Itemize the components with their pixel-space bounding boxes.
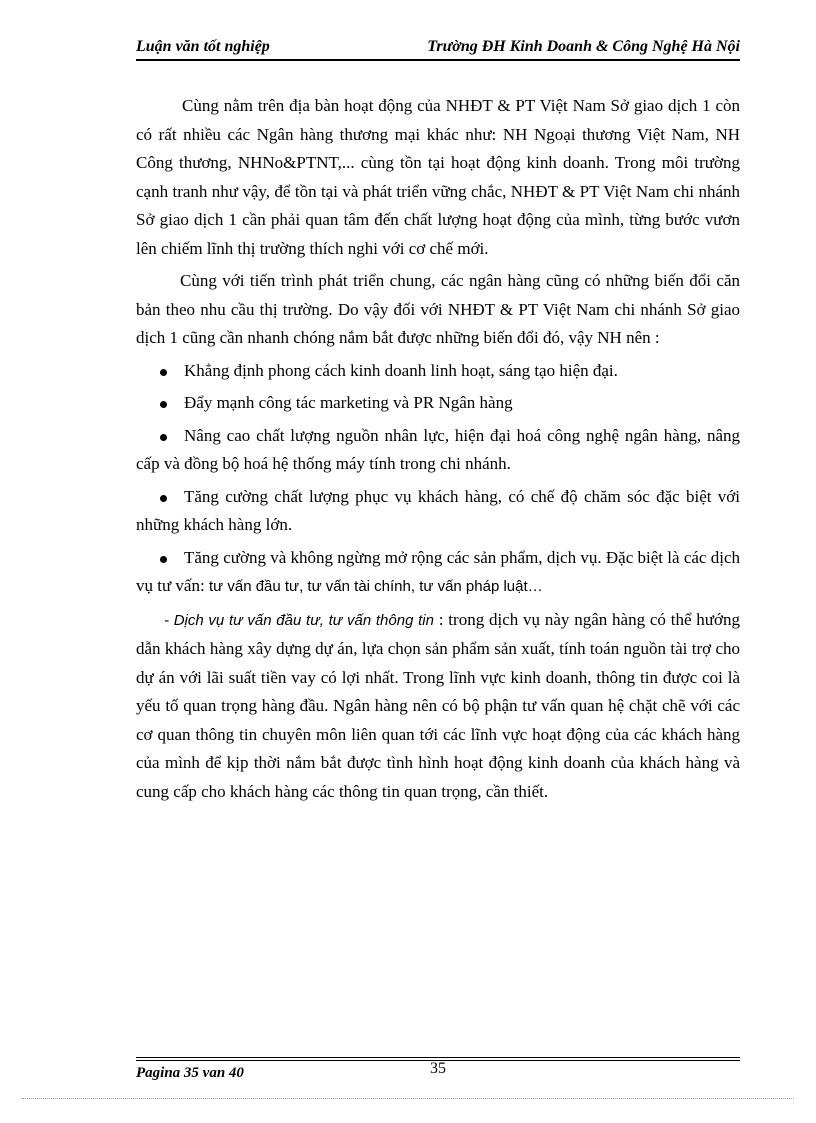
header-thesis-title: Luận văn tốt nghiệp bbox=[136, 38, 270, 55]
bullet-icon bbox=[160, 434, 167, 441]
bullet-item-text: Khẳng định phong cách kinh doanh linh hoạt, sáng tạo hiện đại. bbox=[184, 360, 618, 380]
paragraph-market-changes: Cùng với tiến trình phát triển chung, các ngân hàng cũng có những biến đổi căn bản theo nhu cầu thị trường. Do vậy đối với NHĐT & PT Việt Nam chi nhánh Sở giao dịch 1 cũng cần nhanh chóng nắm bắt được những biến đổi đó, vậy NH nên : bbox=[136, 271, 740, 347]
bullet-item bbox=[136, 544, 740, 602]
bullet-item bbox=[136, 483, 740, 540]
bullet-item bbox=[136, 357, 740, 386]
header-rule bbox=[136, 59, 740, 61]
page-number: 35 bbox=[430, 1060, 446, 1077]
bullet-item bbox=[136, 422, 740, 479]
bullet-item-text: Đẩy mạnh công tác marketing và PR Ngân hàng bbox=[184, 393, 513, 412]
bullet-item-main-text: Tăng cường và không ngừng mở rộng các sản phẩm, dịch vụ. Đặc biệt là các dịch vụ tư vấn: bbox=[136, 547, 740, 595]
bullet-item-text bbox=[136, 544, 740, 602]
consulting-service-text: : trong dịch vụ này ngân hàng có thể hướng dẫn khách hàng xây dựng dự án, lựa chọn sản phẩm sản xuất, tính toán nguồn tài trợ cho dự án với lãi suất tiền vay có lợi nhất. Trong lĩnh vực kinh doanh, thông tin được coi là yếu tố quan trọng hàng đầu. Ngân hàng nên có bộ phận tư vấn quan hệ chặt chẽ với các cơ quan thông tin chuyên môn liên quan tới các lĩnh vực hoạt động của các khách hàng của mình để kịp thời nắm bắt được tình hình hoạt động kinh doanh của khách hàng và cung cấp cho khách hàng các thông tin quan trọng, cần thiết. bbox=[136, 609, 740, 801]
body-content bbox=[136, 92, 740, 806]
bullet-item-text: Nâng cao chất lượng nguồn nhân lực, hiện đại hoá công nghệ ngân hàng, nâng cấp và đồng bộ hoá hệ thống máy tính trong chi nhánh. bbox=[136, 425, 740, 473]
paragraph-competition: Cùng nằm trên địa bàn hoạt động của NHĐT & PT Việt Nam Sở giao dịch 1 còn có rất nhiều các Ngân hàng thương mại khác như: NH Ngoại thương Việt Nam, NH Công thương, NHNo&PTNT,... cùng tồn tại hoạt động kinh doanh. Trong môi trường cạnh tranh như vậy, để tồn tại và phát triển vững chắc, NHĐT & PT Việt Nam chi nhánh Sở giao dịch 1 cần phải quan tâm đến chất lượng hoạt động của mình, từng bước vươn lên chiếm lĩnh thị trường thích nghi với cơ chế mới. bbox=[136, 96, 740, 258]
bullet-item bbox=[136, 389, 740, 418]
consulting-service-lead: - Dịch vụ tư vấn đầu tư, tư vấn thông tin bbox=[164, 611, 434, 629]
bullet-icon bbox=[160, 401, 167, 408]
page-header bbox=[136, 36, 740, 58]
header-university-name: Trường ĐH Kinh Doanh & Công Nghệ Hà Nội bbox=[427, 38, 740, 55]
bullet-icon bbox=[160, 495, 167, 502]
bullet-icon bbox=[160, 556, 167, 563]
page-break-divider bbox=[22, 1098, 794, 1099]
bullet-icon bbox=[160, 369, 167, 376]
paragraph-consulting-service bbox=[136, 606, 740, 807]
footer-page-label: Pagina 35 van 40 bbox=[136, 1065, 244, 1081]
bullet-item-text: Tăng cường chất lượng phục vụ khách hàng, có chế độ chăm sóc đặc biệt với những khách hàng lớn. bbox=[136, 486, 740, 534]
bullet-item-consulting-list: tư vấn đầu tư, tư vấn tài chính, tư vấn pháp luật… bbox=[208, 578, 543, 595]
footer-rule-top bbox=[136, 1057, 740, 1058]
